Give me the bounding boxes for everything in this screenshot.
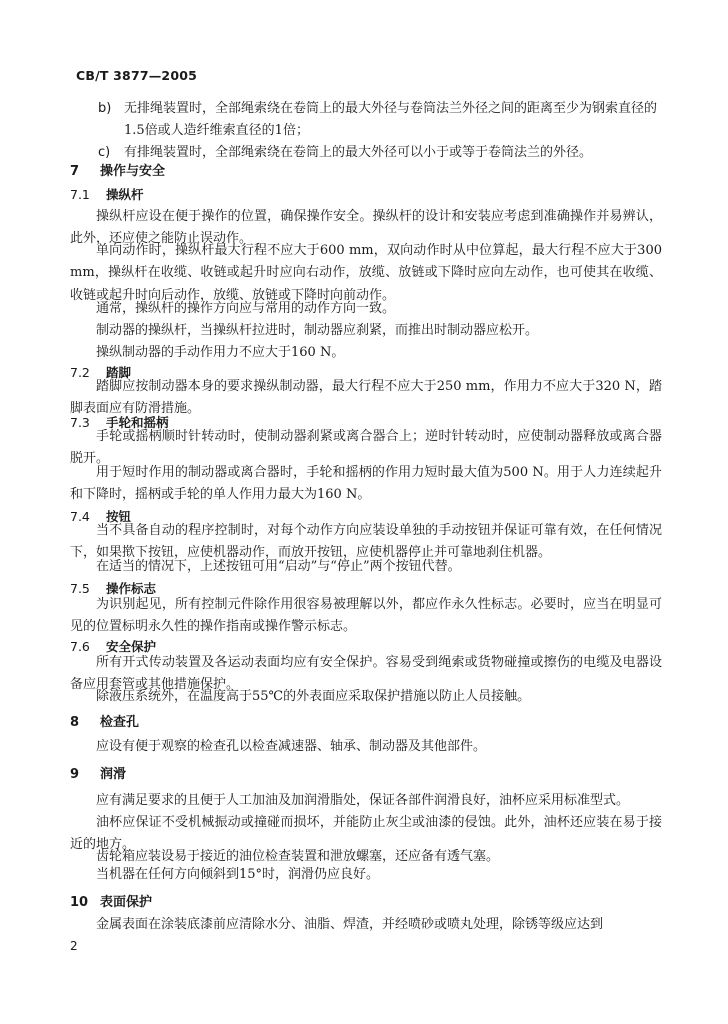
section-title: 操作标志 (106, 581, 157, 596)
list-item-c (98, 142, 660, 164)
paragraph: 应有满足要求的且便于人工加油及加润滑脂处，保证各部件润滑良好，油杯应采用标准型式。 (96, 793, 630, 808)
section-number: 7 (70, 164, 80, 179)
section-number: 7.3 (70, 415, 90, 430)
paragraph: 手轮或摇柄顺时针转动时，使制动器刹紧或离合器合上；逆时针转动时，应使制动器释放或离合器脱开。 (70, 429, 662, 467)
paragraph: 操纵杆应设在便于操作的位置，确保操作安全。操纵杆的设计和安装应考虑到准确操作并易辨认，此外，还应使之能防止误动作。 (70, 209, 662, 247)
section-title: 安全保护 (106, 639, 157, 654)
paragraph: 金属表面在涂装底漆前应清除水分、油脂、焊渣，并经喷砂或喷丸处理，除锈等级应达到 (96, 917, 604, 932)
paragraph: 当机器在任何方向倾斜到15°时，润滑仍应良好。 (96, 867, 380, 882)
section-number: 9 (70, 767, 80, 782)
standard-code-header: CB/T 3877—2005 (76, 68, 198, 83)
list-item-text: 有排绳装置时，全部绳索绕在卷筒上的最大外径可以小于或等于卷筒法兰的外径。 (124, 145, 593, 160)
paragraph: 应设有便于观察的检查孔以检查减速器、轴承、制动器及其他部件。 (96, 739, 487, 754)
paragraph: 齿轮箱应装设易于接近的油位检查装置和泄放螺塞，还应备有透气塞。 (96, 849, 500, 864)
section-10-heading (70, 892, 152, 914)
paragraph: 踏脚应按制动器本身的要求操纵制动器，最大行程不应大于250 mm，作用力不应大于320 N，踏脚表面应有防滑措施。 (70, 379, 662, 417)
paragraph: 油杯应保证不受机械振动或撞碰而损坏，并能防止灰尘或油漆的侵蚀。此外，油杯还应装在易于接近的地方。 (70, 815, 662, 853)
section-number: 7.1 (70, 187, 90, 202)
section-number: 8 (70, 715, 80, 730)
section-title: 按钮 (106, 509, 132, 524)
paragraph: 通常，操纵杆的操作方向应与常用的动作方向一致。 (96, 301, 396, 316)
paragraph: 除液压系统外，在温度高于55℃的外表面应采取保护措施以防止人员接触。 (96, 689, 531, 704)
paragraph: 操纵制动器的手动作用力不应大于160 N。 (96, 345, 345, 360)
section-7-heading (70, 161, 165, 183)
paragraph: 当不具备自动的程序控制时，对每个动作方向应装设单独的手动按钮并保证可靠有效，在任何情况下，如果揿下按钮，应使机器动作，而放开按钮，应使机器停止并可靠地刹住机器。 (70, 523, 662, 561)
section-title: 手轮和摇柄 (106, 415, 169, 430)
paragraph: 制动器的操纵杆，当操纵杆拉进时，制动器应刹紧，而推出时制动器应松开。 (96, 323, 539, 338)
section-title: 操作与安全 (100, 164, 166, 179)
paragraph: 为识别起见，所有控制元件除作用很容易被理解以外，都应作永久性标志。必要时，应当在明显可见的位置标明永久性的操作指南或操作警示标志。 (70, 597, 662, 635)
section-title: 操纵杆 (106, 187, 144, 202)
section-number: 7.5 (70, 581, 90, 596)
section-number: 7.4 (70, 509, 90, 524)
section-title: 表面保护 (100, 895, 153, 910)
list-item-text: 无排绳装置时，全部绳索绕在卷筒上的最大外径与卷筒法兰外径之间的距离至少为钢索直径的1.5倍或人造纤维索直径的1倍； (124, 101, 658, 138)
paragraph: 所有开式传动装置及各运动表面均应有安全保护。容易受到绳索或货物碰撞或擦伤的电缆及电器设备应用套管或其他措施保护。 (70, 655, 662, 693)
section-title: 踏脚 (106, 365, 132, 380)
section-8-heading (70, 712, 139, 734)
list-item-b (98, 98, 660, 142)
section-number: 7.2 (70, 365, 90, 380)
list-marker: c) (98, 145, 111, 160)
section-7-1-heading (70, 184, 144, 206)
page-number: 2 (70, 939, 78, 953)
section-number: 10 (70, 895, 89, 910)
paragraph: 在适当的情况下，上述按钮可用“启动”与“停止”两个按钮代替。 (96, 559, 461, 574)
section-title: 润滑 (100, 767, 127, 782)
list-marker: b) (98, 101, 112, 116)
paragraph: 单向动作时，操纵杆最大行程不应大于600 mm，双向动作时从中位算起，最大行程不应大于300 mm，操纵杆在收缆、收链或起升时应向右动作，放缆、放链或下降时应向左动作，也可使其在收缆、收链或起升时向后动作，放缆、放链或下降时向前动作。 (70, 243, 662, 303)
paragraph: 用于短时作用的制动器或离合器时，手轮和摇柄的作用力短时最大值为500 N。用于人力连续起升和下降时，摇柄或手轮的单人作用力最大为160 N。 (70, 465, 662, 503)
section-title: 检查孔 (100, 715, 140, 730)
section-9-heading (70, 764, 126, 786)
section-number: 7.6 (70, 639, 90, 654)
